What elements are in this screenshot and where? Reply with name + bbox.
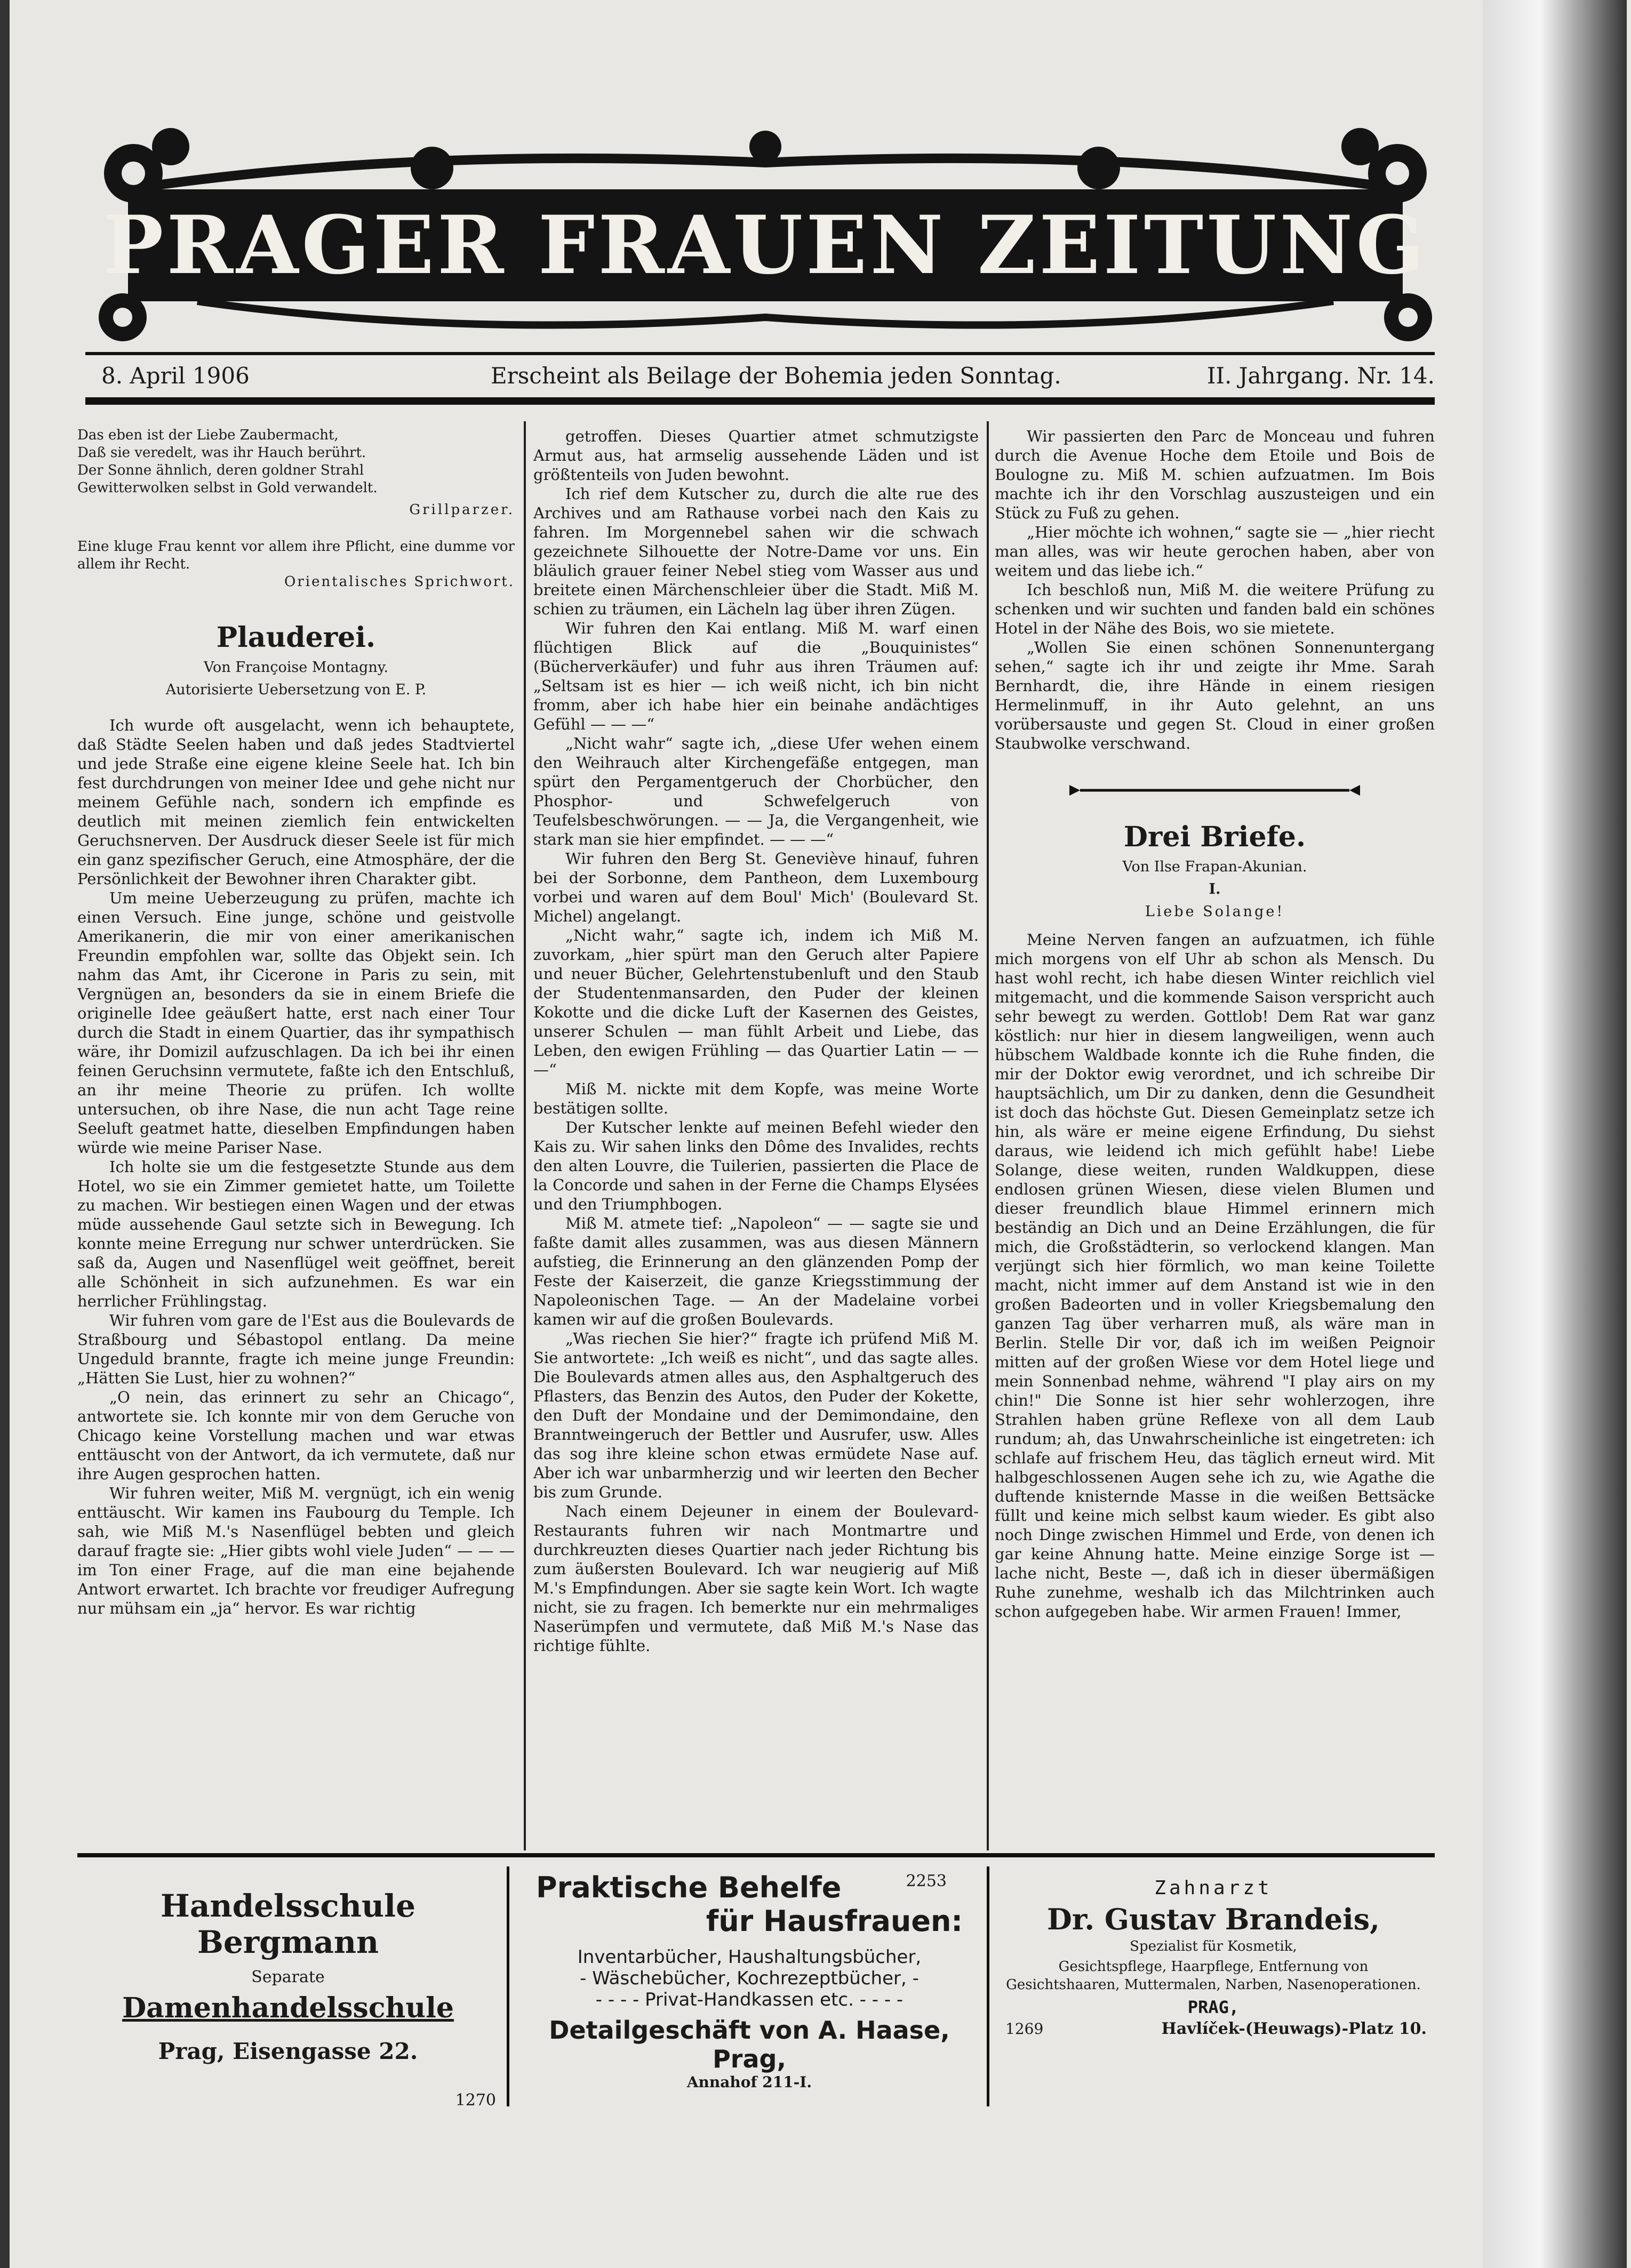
ad-title: Handelsschule Bergmann (161, 1888, 415, 1960)
rule-mid (85, 397, 1435, 405)
column-2 (533, 427, 979, 1845)
paragraph: „Nicht wahr,“ sagte ich, indem ich Miß M. zuvorkam, „hier spürt man den Geruch alter Papiere und neuer Bücher, Gelehrtenstubenluft und den Staub der Studentenmansarden, den Puder der kleinen Kokotte und die dicke Luft der Kasernen des Geistes, unserer Schulen — man fühlt Arbeit und Liebe, das Leben, den ewigen Frühling — das Quartier Latin — — —“ (533, 926, 979, 1079)
motto-line: Gewitterwolken selbst in Gold verwandelt. (77, 480, 378, 496)
paragraph: Ich beschloß nun, Miß M. die weitere Prüfung zu schenken und wir suchten und fanden bald ein schönes Hotel in der Nähe des Bois, wo sie mietete. (995, 581, 1435, 637)
ad-divider (507, 1866, 509, 2106)
ad-text: - - - - Privat-Handkassen etc. - - - - (595, 1989, 904, 2010)
paragraph: Wir fuhren weiter, Miß M. vergnügt, ich ein wenig enttäuscht. Wir kamen ins Faubourg du Temple. Ich sah, wie Miß M.'s Nasenflügel bebten und gleich darauf fragte sie: „Hier gibts wohl viele Juden“ — — — im Ton einer Frage, auf die man eine bejahende Antwort erwartet. Ich brachte vor freudiger Aufregung nur mühsam ein „ja“ hervor. Es war richtig (77, 1484, 515, 1617)
article-heading: Drei Briefe. (1123, 821, 1306, 853)
ad-address: Havlíček-(Heuwags)-Platz 10. (1161, 2019, 1427, 2038)
paragraph: „Wollen Sie einen schönen Sonnenuntergang sehen,“ sagte ich ihr und zeigte ihr Mme. Sarah Bernhardt, die, ihre Hände in einem riesigen Hermelinmuff, in ihr Auto gelehnt, an uns vorübersauste und gegen St. Cloud in einer großen Staubwolke verschwand. (995, 638, 1435, 752)
proverb-source: Orientalisches Sprichwort. (284, 574, 515, 590)
issue-date: 8. April 1906 (101, 363, 250, 389)
issue-number: II. Jahrgang. Nr. 14. (1206, 363, 1435, 389)
advertisement-handelsschule (80, 1866, 496, 2117)
ad-text: Separate (251, 1968, 325, 1986)
dateline (101, 363, 1435, 395)
ad-text: PRAG, (1187, 1997, 1240, 2017)
paragraph: Miß M. nickte mit dem Kopfe, was meine Worte bestätigen sollte. (533, 1080, 979, 1117)
paragraph: Wir fuhren vom gare de l'Est aus die Boulevards de Straßbourg und Sébastopol entlang. Da meine Ungeduld brannte, fragte ich meine junge Freundin: „Hätten Sie Lust, hier zu wohnen?“ (77, 1311, 515, 1387)
paragraph: Ich wurde oft ausgelacht, wenn ich behauptete, daß Städte Seelen haben und daß jedes Stadtviertel und jede Straße eine eigene kleine Seele hat. Ich bin fest durchdrungen von meiner Idee und gehe nicht nur meinem Gefühle nach, sondern ich empfinde es deutlich mit meinen ziemlich fein entwickelten Geruchsnerven. Der Ausdruck dieser Seele ist für mich ein ganz spezifischer Geruch, eine Atmosphäre, der die Persönlichkeit der Bewohner ihren Charakter gibt. (77, 716, 515, 888)
paragraph: Wir fuhren den Kai entlang. Miß M. warf einen flüchtigen Blick auf die „Bouquinistes“ (Bücherverkäufer) und fuhr aus ihren Träumen auf: „Seltsam ist es hier — ich weiß nicht, ich bin nicht fromm, aber ich habe hier ein beinahe andächtiges Gefühl — — —“ (533, 619, 979, 733)
paragraph: Nach einem Dejeuner in einem der Boulevard-Restaurants fuhren wir nach Montmartre und durchkreuzten dieses Quartier nach jeder Richtung bis zum äußersten Boulevard. Ich war neugierig auf Miß M.'s Empfindungen. Aber sie sagte kein Wort. Ich wagte nicht, sie zu fragen. Ich bemerkte nur ein mehrmaliges Naserümpfen und vermutete, daß Miß M.'s Nase das richtige fühlte. (533, 1502, 979, 1655)
article-byline: Von Ilse Frapan-Akunian. (1122, 859, 1307, 875)
column-3 (995, 427, 1435, 1845)
ad-text: Gesichtspflege, Haarpflege, Entfernung von Gesichtshaaren, Muttermalen, Narben, Nasenoperationen. (1006, 1959, 1421, 1993)
paragraph: Der Kutscher lenkte auf meinen Befehl wieder den Kais zu. Wir sahen links den Dôme des Invalides, rechts den alten Louvre, die Tuilerien, passierten die Place de la Concorde und sahen in der Ferne die Champs Elysées und den Triumphbogen. (533, 1118, 979, 1213)
paragraph: Ich holte sie um die festgesetzte Stunde aus dem Hotel, wo sie ein Zimmer gemietet hatte, um Toilette zu machen. Wir bestiegen einen Wagen und der etwas müde aussehende Gaul setzte sich in Bewegung. Ich konnte meine Erregung nur schwer unterdrücken. Sie saß da, Augen und Nasenflügel weit geöffnet, bereit alle Schönheit in sich aufzunehmen. Es war ein herrlicher Frühlingstag. (77, 1158, 515, 1310)
paragraph: Ich rief dem Kutscher zu, durch die alte rue des Archives und am Rathause vorbei nach den Kais zu fahren. Im Morgennebel sahen wir die schwach gezeichnete Silhouette der Notre-Dame vor uns. Ein bläulich grauer feiner Nebel stieg vom Wasser aus und breitete einen Märchenschleier über die Stadt. Miß M. schien zu träumen, ein Lächeln lag über ihren Zügen. (533, 485, 979, 618)
ad-text: Damenhandelsschule (122, 1992, 454, 2024)
ad-address: Annahof 211-I. (686, 2073, 812, 2091)
scan-margin (1483, 0, 1627, 2268)
ad-address: Prag, Eisengasse 22. (158, 2038, 418, 2064)
paragraph: Meine Nerven fangen an aufzuatmen, ich fühle mich morgens von elf Uhr ab schon als Mensch. Du hast wohl recht, ich habe diesen Winter reichlich viel mitgemacht, und die kommende Saison verspricht auch sehr bewegt zu werden. Gottlob! Dem Rat war ganz köstlich: nur hier in diesem langweiligen, wenn auch hübschem Waldbade konnte ich die Ruhe finden, die mir der Doktor ewig verordnet, und ich schreibe Dir hauptsächlich, um Dir zu danken, denn die Gesundheit ist doch das höchste Gut. Diesen Gemeinplatz setze ich hin, als wäre er meine eigene Erfindung, Du siehst daraus, wie leidend ich mich gefühlt habe! Liebe Solange, diese weiten, runden Waldkuppen, diese endlosen grünen Wiesen, diese vielen Blumen und dieser freundlich blaue Himmel erinnern mich beständig an Dich und an Deine Erzählungen, die für mich, die Großstädterin, so verlockend klangen. Man verjüngt sich hier förmlich, wo man keine Toilette macht, nicht immer auf dem Anstand ist wie in den großen Badeorten und in voller Kriegsbemalung den ganzen Tag über verharren muß, als wäre man in Berlin. Stelle Dir vor, daß ich im weißen Peignoir mitten auf der großen Wiese vor dem Hotel liege und mein Sonnenbad nehme, während "I play airs on my chin!" Die Sonne ist hier sehr wohlerzogen, ihre Strahlen haben grüne Reflexe von all dem Laub rundum; ah, das Unwahrscheinliche ist eingetreten: ich schlafe auf frischem Heu, das täglich erneut wird. Mit halbgeschlossenen Augen sehe ich zu, wie Agathe die duftende knisternde Masse in die weißen Bettsäcke füllt und keine mich selbst kaum wieder. Es gibt also noch Dinge zwischen Himmel und Erde, von denen ich gar keine Ahnung hatte. Meine einzige Sorge ist — lache nicht, Beste —, daß ich in dieser übermäßigen Ruhe zunehme, weshalb ich das Milchtrinken auch schon aufgegeben habe. Wir armen Frauen! Immer, (995, 931, 1435, 1621)
ad-title: Dr. Gustav Brandeis, (1047, 1902, 1380, 1936)
ad-number: 1270 (455, 2091, 496, 2110)
ad-title: Praktische Behelfe (536, 1871, 842, 1904)
column-divider (987, 421, 989, 1850)
ad-text: - Wäschebücher, Kochrezeptbücher, - (580, 1968, 919, 1989)
ad-divider (987, 1866, 989, 2106)
publication-note: Erscheint als Beilage der Bohemia jeden Sonntag. (491, 363, 1061, 389)
paragraph: Um meine Ueberzeugung zu prüfen, machte ich einen Versuch. Eine junge, schöne und geistvolle Amerikanerin, die mir von einer amerikanischen Freundin empfohlen war, sollte das Objekt sein. Ich nahm das Amt, ihr Cicerone in Paris zu sein, mit Vergnügen an, besonders da sie in einem Briefe die originelle Idee geäußert hatte, erst nach einer Tour durch die Stadt in einem Quartier, das ihr sympathisch wäre, ihr Domizil aufzuschlagen. Da ich bei ihr einen feinen Geruchsinn vermutete, faßte ich den Entschluß, an ihr meine Theorie zu prüfen. Ich wollte untersuchen, ob ihre Nase, die nun acht Tage reine Seeluft geatmet hatte, dieselben Empfindungen haben würde wie meine Pariser Nase. (77, 889, 515, 1157)
paragraph: Wir passierten den Parc de Monceau und fuhren durch die Avenue Hoche dem Etoile und Bois de Boulogne zu. Miß M. schien aufzuatmen. Im Bois machte ich ihr den Vorschlag auszusteigen und ein Stück zu Fuß zu gehen. (995, 427, 1435, 522)
paragraph: „Hier möchte ich wohnen,“ sagte sie — „hier riecht man alles, was wir heute gerochen haben, aber von weitem und das liebe ich.“ (995, 523, 1435, 580)
ad-text: Zahnarzt (1154, 1877, 1273, 1899)
ornamental-divider (995, 774, 1435, 806)
paragraph: „Nicht wahr“ sagte ich, „diese Ufer wehen einem den Weihrauch alter Kirchengefäße entgegen, man spürt den Pergamentgeruch der Chorbücher, den Phosphor- und Schwefelgeruch von Teufelsbeschwörungen. — — Ja, die Vergangenheit, wie stark man sie hier empfindet. — — —“ (533, 734, 979, 848)
ad-text: Inventarbücher, Haushaltungsbücher, (577, 1946, 922, 1968)
paragraph: „O nein, das erinnert zu sehr an Chicago“, antwortete sie. Ich konnte mir von dem Geruche von Chicago keine Vorstellung machen und war etwas enttäuscht von der Antwort, da ich vermutete, daß nur ihre Augen gesprochen hatten. (77, 1388, 515, 1483)
paragraph: Wir fuhren den Berg St. Geneviève hinauf, fuhren bei der Sorbonne, dem Pantheon, dem Luxembourg vorbei und waren auf dem Boul' Mich' (Boulevard St. Michel) angelangt. (533, 850, 979, 925)
advertisement-zahnarzt (995, 1866, 1432, 2117)
page-edge-shadow (0, 0, 10, 2268)
rule-bottom (77, 1853, 1435, 1857)
article-heading: Plauderei. (216, 621, 376, 654)
paragraph: getroffen. Dieses Quartier atmet schmutzigste Armut aus, hat armselig aussehende Läden und ist größtenteils von Juden bewohnt. (533, 427, 979, 484)
proverb: Eine kluge Frau kennt vor allem ihre Pflicht, eine dumme vor allem ihr Recht. (77, 539, 515, 572)
motto-line: Der Sonne ähnlich, deren goldner Strahl (77, 462, 364, 478)
column-1 (77, 427, 515, 1845)
letter-numeral: I. (1209, 881, 1221, 897)
ad-shop: Detailgeschäft von A. Haase, Prag, (549, 2016, 950, 2073)
rule-top (85, 352, 1435, 355)
motto-line: Das eben ist der Liebe Zaubermacht, (77, 427, 339, 443)
ad-title: für Hausfrauen: (706, 1904, 963, 1938)
paragraph: „Was riechen Sie hier?“ fragte ich prüfend Miß M. Sie antwortete: „Ich weiß es nicht“, und das sagte alles. Die Boulevards atmen alles aus, den Asphaltgeruch des Pflasters, das Benzin des Autos, den Puder der Kokette, den Duft der Mondaine und der Demimondaine, den Branntweingeruch der Bettler und Ausrufer, usw. Alles das sog ihre kleine schon etwas ermüdete Nase auf. Aber ich war unbarmherzig und wir leerten den Becher bis zum Grunde. (533, 1329, 979, 1501)
ad-number: 2253 (906, 1872, 947, 1890)
motto-line: Daß sie veredelt, was ihr Hauch berührt. (77, 445, 366, 461)
letter-salutation: Liebe Solange! (1145, 903, 1285, 920)
ad-number: 1269 (1005, 2020, 1044, 2038)
paragraph: Miß M. atmete tief: „Napoleon“ — — sagte sie und faßte damit alles zusammen, was aus diesen Männern aufstieg, die Erinnerung an den glänzenden Pomp der Feste der Kaiserzeit, die ganze Kriegsstimmung der Napoleonischen Tage. — An der Madelaine vorbei kamen wir auf die großen Boulevards. (533, 1214, 979, 1328)
motto-author: Grillparzer. (409, 502, 515, 518)
ad-text: Spezialist für Kosmetik, (1130, 1938, 1297, 1954)
article-byline: Von Françoise Montagny. (204, 659, 388, 676)
advertisement-hausfrauen (520, 1866, 979, 2117)
column-divider (524, 421, 526, 1850)
translation-note: Autorisierte Uebersetzung von E. P. (165, 682, 427, 698)
masthead-title: PRAGER FRAUEN ZEITUNG (103, 198, 1428, 292)
